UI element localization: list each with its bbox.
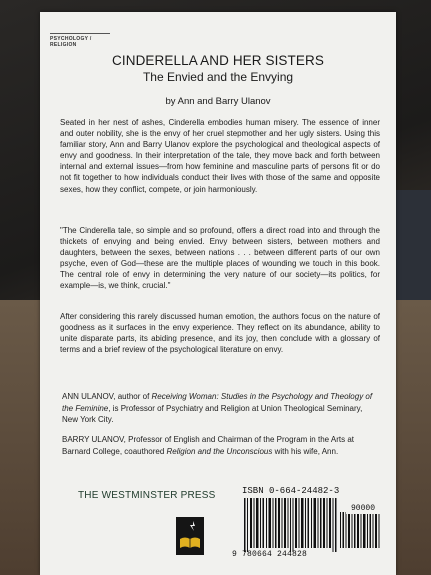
- description-paragraph-1: Seated in her nest of ashes, Cinderella embodies human misery. The essence of inner and outer nobility, she is the envy of her cruel stepmother and her ugly sisters. Using this familiar story, Ann and Barry Ulanov explore the psychological and theological aspects of envy and goodness. In their interpretation of the tale, they move back and forth between internal and external issues—from how feminine and masculine parts of persons fit or do not fit together to how individuals conduct their lives with those of the same and opposite sexes, how they conflict, compete, or join harmoniously.: [60, 118, 380, 194]
- bio-barry-book: Religion and the Unconscious: [166, 446, 273, 456]
- bio-ann-book: Receiving Woman: Studies in the Psychology and Theology of the Feminine: [62, 392, 373, 413]
- publisher-name: THE WESTMINSTER PRESS: [78, 490, 216, 501]
- book-title: CINDERELLA AND HER SISTERS: [112, 53, 324, 68]
- bio-ann-rest: , is Professor of Psychiatry and Religion at Union Theological Seminary, New York City.: [62, 403, 363, 424]
- category-label: PSYCHOLOGY / RELIGION: [50, 33, 110, 48]
- isbn-label: ISBN 0-664-24482-3: [242, 486, 340, 496]
- author-bio-ann: [62, 391, 380, 426]
- bio-ann-lead: ANN ULANOV, author of: [62, 392, 152, 401]
- book-authors: by Ann and Barry Ulanov: [165, 96, 271, 107]
- author-bio-barry: [62, 434, 380, 457]
- barcode-number: 9 780664 244828: [232, 550, 308, 559]
- book-subtitle: The Envied and the Envying: [142, 70, 294, 84]
- price-code: 90000: [346, 504, 380, 514]
- description-quote: "The Cinderella tale, so simple and so profound, offers a direct road into and through the thickets of envying and being envied. Envy between sisters, between mothers and daughters, between the sexes, between nations . . . between different parts of our own psyche, even of God—these are the multiple places of wounding we touch in this book. The central role of envy in determining the very nature of our society—its politics, for example—is, we think, crucial.": [60, 226, 380, 291]
- bio-barry-lead: BARRY ULANOV, Professor of English and Chairman of the Program in the Arts at Barnard College, coauthored: [62, 435, 354, 456]
- description-paragraph-3: After considering this rarely discussed human emotion, the authors focus on the nature of goodness as it surfaces in the envy experience. They reflect on its abundance, ability to unite disparate parts, its abiding presence, and its joy, then conclude with a glossary of terms and a brief review of the psychological literature on envy.: [60, 312, 380, 355]
- publisher-logo-icon: [176, 517, 204, 555]
- bio-barry-rest: with his wife, Ann.: [272, 446, 339, 456]
